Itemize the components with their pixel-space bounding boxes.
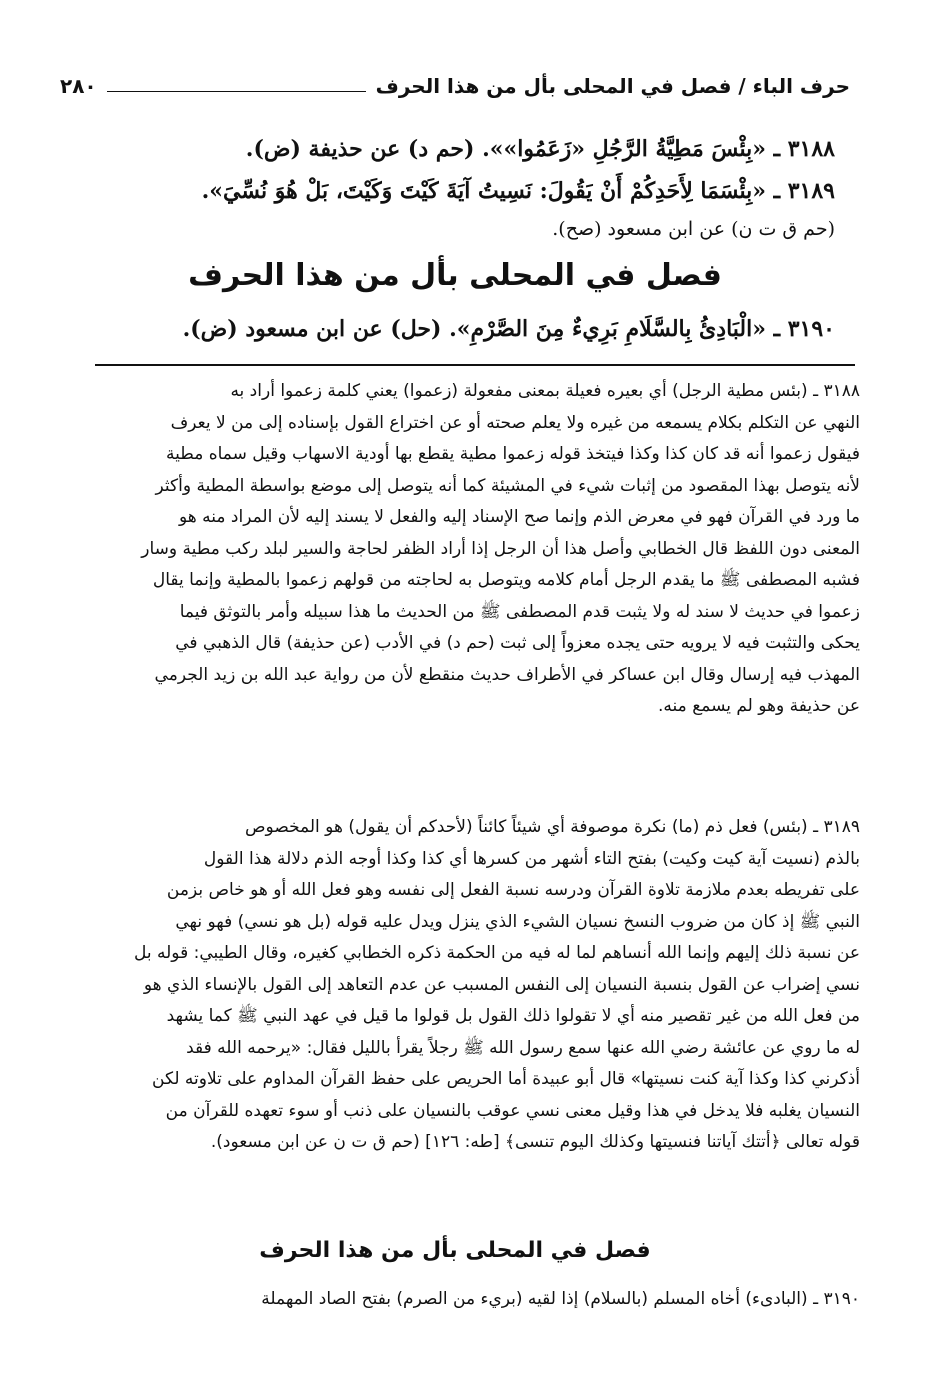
commentary-line: المعنى دون اللفظ قال الخطابي وأصل هذا أن الرجل إذا أراد الظفر لحاجة والسير لبلد ركب مطية وسار bbox=[141, 538, 860, 559]
commentary-line: ما ورد في القرآن فهو في معرض الذم وإنما صح الإسناد إليه والفعل لا يسند إليه لأن المراد منه هو bbox=[179, 507, 860, 527]
separator-rule bbox=[95, 364, 855, 366]
commentary-line: ٣١٨٩ ـ (بئس) فعل ذم (ما) نكرة موصوفة أي شيئاً كائناً (لأحدكم أن يقول) هو المخصوص bbox=[245, 817, 860, 837]
commentary-3188 bbox=[92, 376, 860, 723]
commentary-line: قوله تعالى ﴿أتتك آياتنا فنسيتها وكذلك اليوم تنسى﴾ [طه: ١٢٦] (حم ق ت ن عن ابن مسعود). bbox=[210, 1132, 860, 1152]
commentary-line: من فعل الله من غير تقصير منه أي لا تقولوا ذلك القول بل قولوا ما قيل في عهد النبي ﷺ كما يشهد bbox=[166, 1006, 860, 1026]
commentary-line: فشبه المصطفى ﷺ ما يقدم الرجل أمام كلامه ويتوصل به لحاجته من قولهم زعموا بالمطية وإنما يقال bbox=[152, 570, 860, 590]
commentary-line: على تفريطه بعدم ملازمة تلاوة القرآن ودرسه نسبة الفعل إلى نفسه وهو فعل الله أو هو خاص بزمن bbox=[166, 880, 860, 900]
header-rule bbox=[107, 91, 366, 92]
hadith-3189-source: (حم ق ت ن) عن ابن مسعود (صح). bbox=[552, 218, 835, 240]
commentary-line: النسيان يغلبه فلا يدخل في هذا وقيل معنى نسي عوقب بالنسيان على ذنب أو سوء تعهده للقرآن من bbox=[165, 1100, 860, 1121]
hadith-3190-block bbox=[95, 308, 835, 350]
running-title: حرف الباء / فصل في المحلى بأل من هذا الحرف bbox=[375, 74, 850, 98]
commentary-line: لأنه يتوصل بهذا المقصود من إثبات شيء في المشيئة كما أنه يتوصل إلى موضع بواسطة المطية وأكثر bbox=[155, 475, 860, 496]
commentary-line: عن نسبة ذلك إليهم وإنما الله أنساهم لما له فيه من الحكمة ذكره الخطابي كغيره، وقال الطيبي: قوله بل bbox=[134, 943, 860, 963]
page-number: ٢٨٠ bbox=[60, 74, 97, 98]
commentary-line: فيقول زعموا أنه قد كان كذا وكذا فيتخذ قوله زعموا مطية يقطع بها أودية الاسهاب وقيل سماه مطية bbox=[166, 444, 860, 464]
commentary-line: له ما روي عن عائشة رضي الله عنها سمع رسول الله ﷺ رجلاً يقرأ بالليل فقال: «يرحمه الله فقد bbox=[186, 1037, 860, 1058]
commentary-line: النهي عن التكلم بكلام يسمعه من غيره ولا يعلم صحته أو عن اختراع القول بإسناده إلى من لا يعرف bbox=[170, 412, 860, 433]
hadith-3190: ٣١٩٠ ـ «الْبَادِئُ بِالسَّلَامِ بَرِيءٌ مِنَ الصَّرْمِ». (حل) عن ابن مسعود (ض). bbox=[182, 316, 835, 342]
commentary-line: نسي إضراب عن القول بنسبة النسيان إلى النفس المسبب عن عدم التعاهد إلى القول بالإنساء الذي هو bbox=[143, 974, 860, 995]
commentary-line: بالذم (نسيت آية كيت وكيت) بفتح التاء أشهر من كسرها أي كذا وكذا أوجه الذم دلالة هذا القول bbox=[203, 848, 860, 869]
commentary-3189 bbox=[92, 812, 860, 1159]
commentary-line: ٣١٨٨ ـ (بئس مطية الرجل) أي بعيره فعيلة بمعنى مفعولة (زعموا) يعني كلمة زعموا أراد به bbox=[230, 381, 860, 401]
commentary-line: زعموا في حديث لا سند له ولا يثبت قدم المصطفى ﷺ من الحديث ما هذا سبيله وأمر بالتوثق فيما bbox=[179, 601, 860, 622]
commentary-line: عن حذيفة وهو لم يسمع منه. bbox=[658, 696, 860, 716]
commentary-line: المهذب فيه إرسال وقال ابن عساكر في الأطراف حديث منقطع لأن من رواية عبد الله بن زيد الجرمي bbox=[154, 664, 860, 685]
commentary-line: النبي ﷺ إذ كان من ضروب النسخ نسيان الشيء الذي ينزل ويدل عليه قوله (بل هو نسي) فهو نهي bbox=[175, 911, 860, 932]
commentary-line: يحكى والتثبت فيه لا يرويه حتى يجده معزواً إلى ثبت (حم د) في الأدب (عن حذيفة) قال الذهبي في bbox=[175, 633, 860, 653]
hadith-3188: ٣١٨٨ ـ «بِئْسَ مَطِيَّةُ الرَّجُلِ «زَعَمُوا»». (حم د) عن حذيفة (ض). bbox=[245, 136, 835, 162]
section-title-secondary: فصل في المحلى بأل من هذا الحرف bbox=[259, 1238, 651, 1263]
section-title-main: فصل في المحلى بأل من هذا الحرف bbox=[188, 258, 722, 293]
hadith-3189: ٣١٨٩ ـ «بِئْسَمَا لِأَحَدِكُمْ أَنْ يَقُولَ: نَسِيتُ آيَةَ كَيْتَ وَكَيْتَ، بَلْ هُوَ نُسِّيَ». bbox=[201, 178, 835, 204]
commentary-line: ٣١٩٠ ـ (البادىء) أخاه المسلم (بالسلام) إذا لقيه (بريء من الصرم) بفتح الصاد المهملة bbox=[261, 1289, 860, 1309]
commentary-3190 bbox=[92, 1284, 860, 1316]
page-header bbox=[60, 62, 850, 98]
commentary-line: أذكرني كذا وكذا آية كنت نسيتها» قال أبو عبيدة أما الحريص على حفظ القرآن المداوم على تلاوته لكن bbox=[152, 1069, 860, 1089]
hadith-list bbox=[95, 128, 835, 246]
